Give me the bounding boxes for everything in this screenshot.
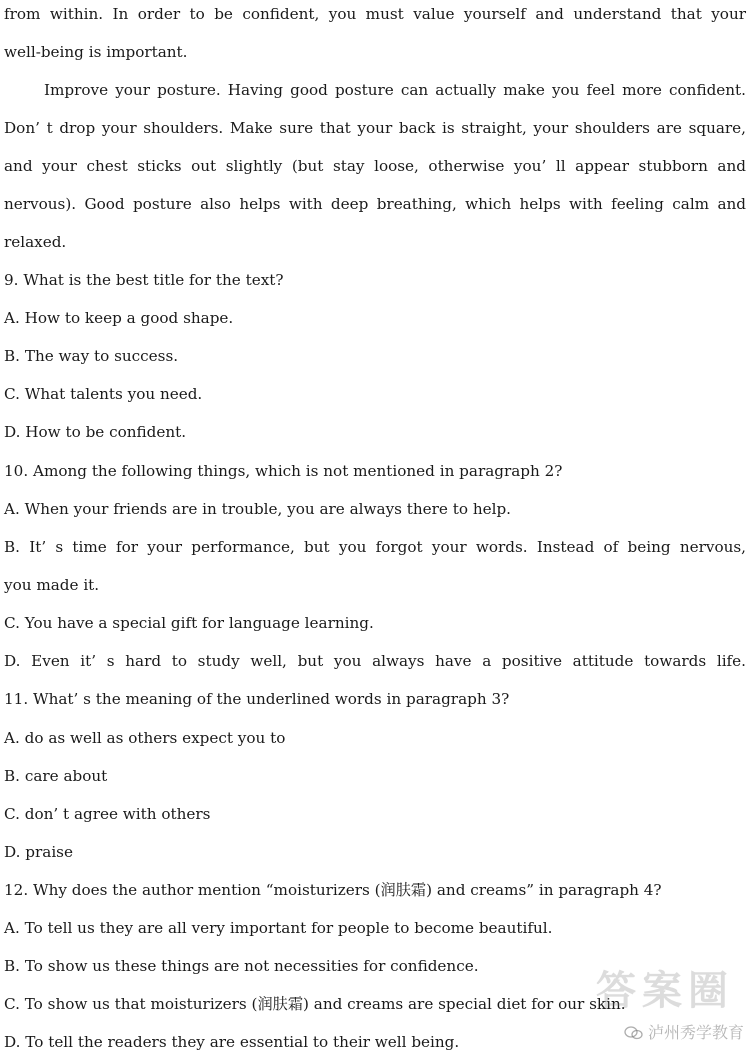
watermark-account-name: 泸州秀学教育 (647, 1023, 744, 1042)
answer-option: A. When your friends are in trouble, you are always there to help. (4, 500, 511, 518)
passage-line: relaxed. (4, 233, 67, 251)
question-stem: 9. What is the best title for the text? (4, 271, 284, 289)
answer-option: B. To show us these things are not necessities for confidence. (4, 957, 479, 975)
passage-line: and your chest sticks out slightly (but stay loose, otherwise you’ ll appear stubborn and (4, 157, 746, 175)
passage-line: well-being is important. (4, 43, 188, 61)
answer-option: A. To tell us they are all very important for people to become beautiful. (4, 919, 553, 937)
answer-option: D. To tell the readers they are essential to their well being. (4, 1033, 460, 1051)
passage-line: Improve your posture. Having good posture can actually make you feel more confident. (44, 81, 746, 99)
answer-option: B. The way to success. (4, 347, 179, 365)
answer-option: A. do as well as others expect you to (4, 729, 286, 747)
answer-option: A. How to keep a good shape. (4, 309, 234, 327)
answer-option: B. care about (4, 767, 108, 785)
answer-option: C. don’ t agree with others (4, 805, 211, 823)
answer-option: C. To show us that moisturizers (润肤霜) and creams are special diet for our skin. (4, 995, 626, 1013)
question-stem: 10. Among the following things, which is not mentioned in paragraph 2? (4, 462, 563, 480)
answer-option: B. It’ s time for your performance, but you forgot your words. Instead of being nervous, (4, 538, 746, 556)
answer-option: D. How to be confident. (4, 423, 187, 441)
answer-option: D. praise (4, 843, 73, 861)
passage-line: nervous). Good posture also helps with deep breathing, which helps with feeling calm and (4, 195, 746, 213)
wechat-icon (624, 1026, 644, 1040)
passage-line: Don’ t drop your shoulders. Make sure that your back is straight, your shoulders are square, (4, 119, 746, 137)
passage-line: from within. In order to be confident, you must value yourself and understand that your (4, 5, 746, 23)
watermark-caption (624, 1016, 744, 1050)
watermark (564, 964, 744, 1050)
answer-option: D. Even it’ s hard to study well, but you always have a positive attitude towards life. (4, 652, 746, 670)
answer-option: C. What talents you need. (4, 385, 203, 403)
watermark-logo: 答案圈 (596, 968, 734, 1014)
answer-option-continuation: you made it. (4, 576, 100, 594)
question-stem: 12. Why does the author mention “moisturizers (润肤霜) and creams” in paragraph 4? (4, 881, 662, 899)
question-stem: 11. What’ s the meaning of the underlined words in paragraph 3? (4, 690, 510, 708)
answer-option: C. You have a special gift for language learning. (4, 614, 374, 632)
